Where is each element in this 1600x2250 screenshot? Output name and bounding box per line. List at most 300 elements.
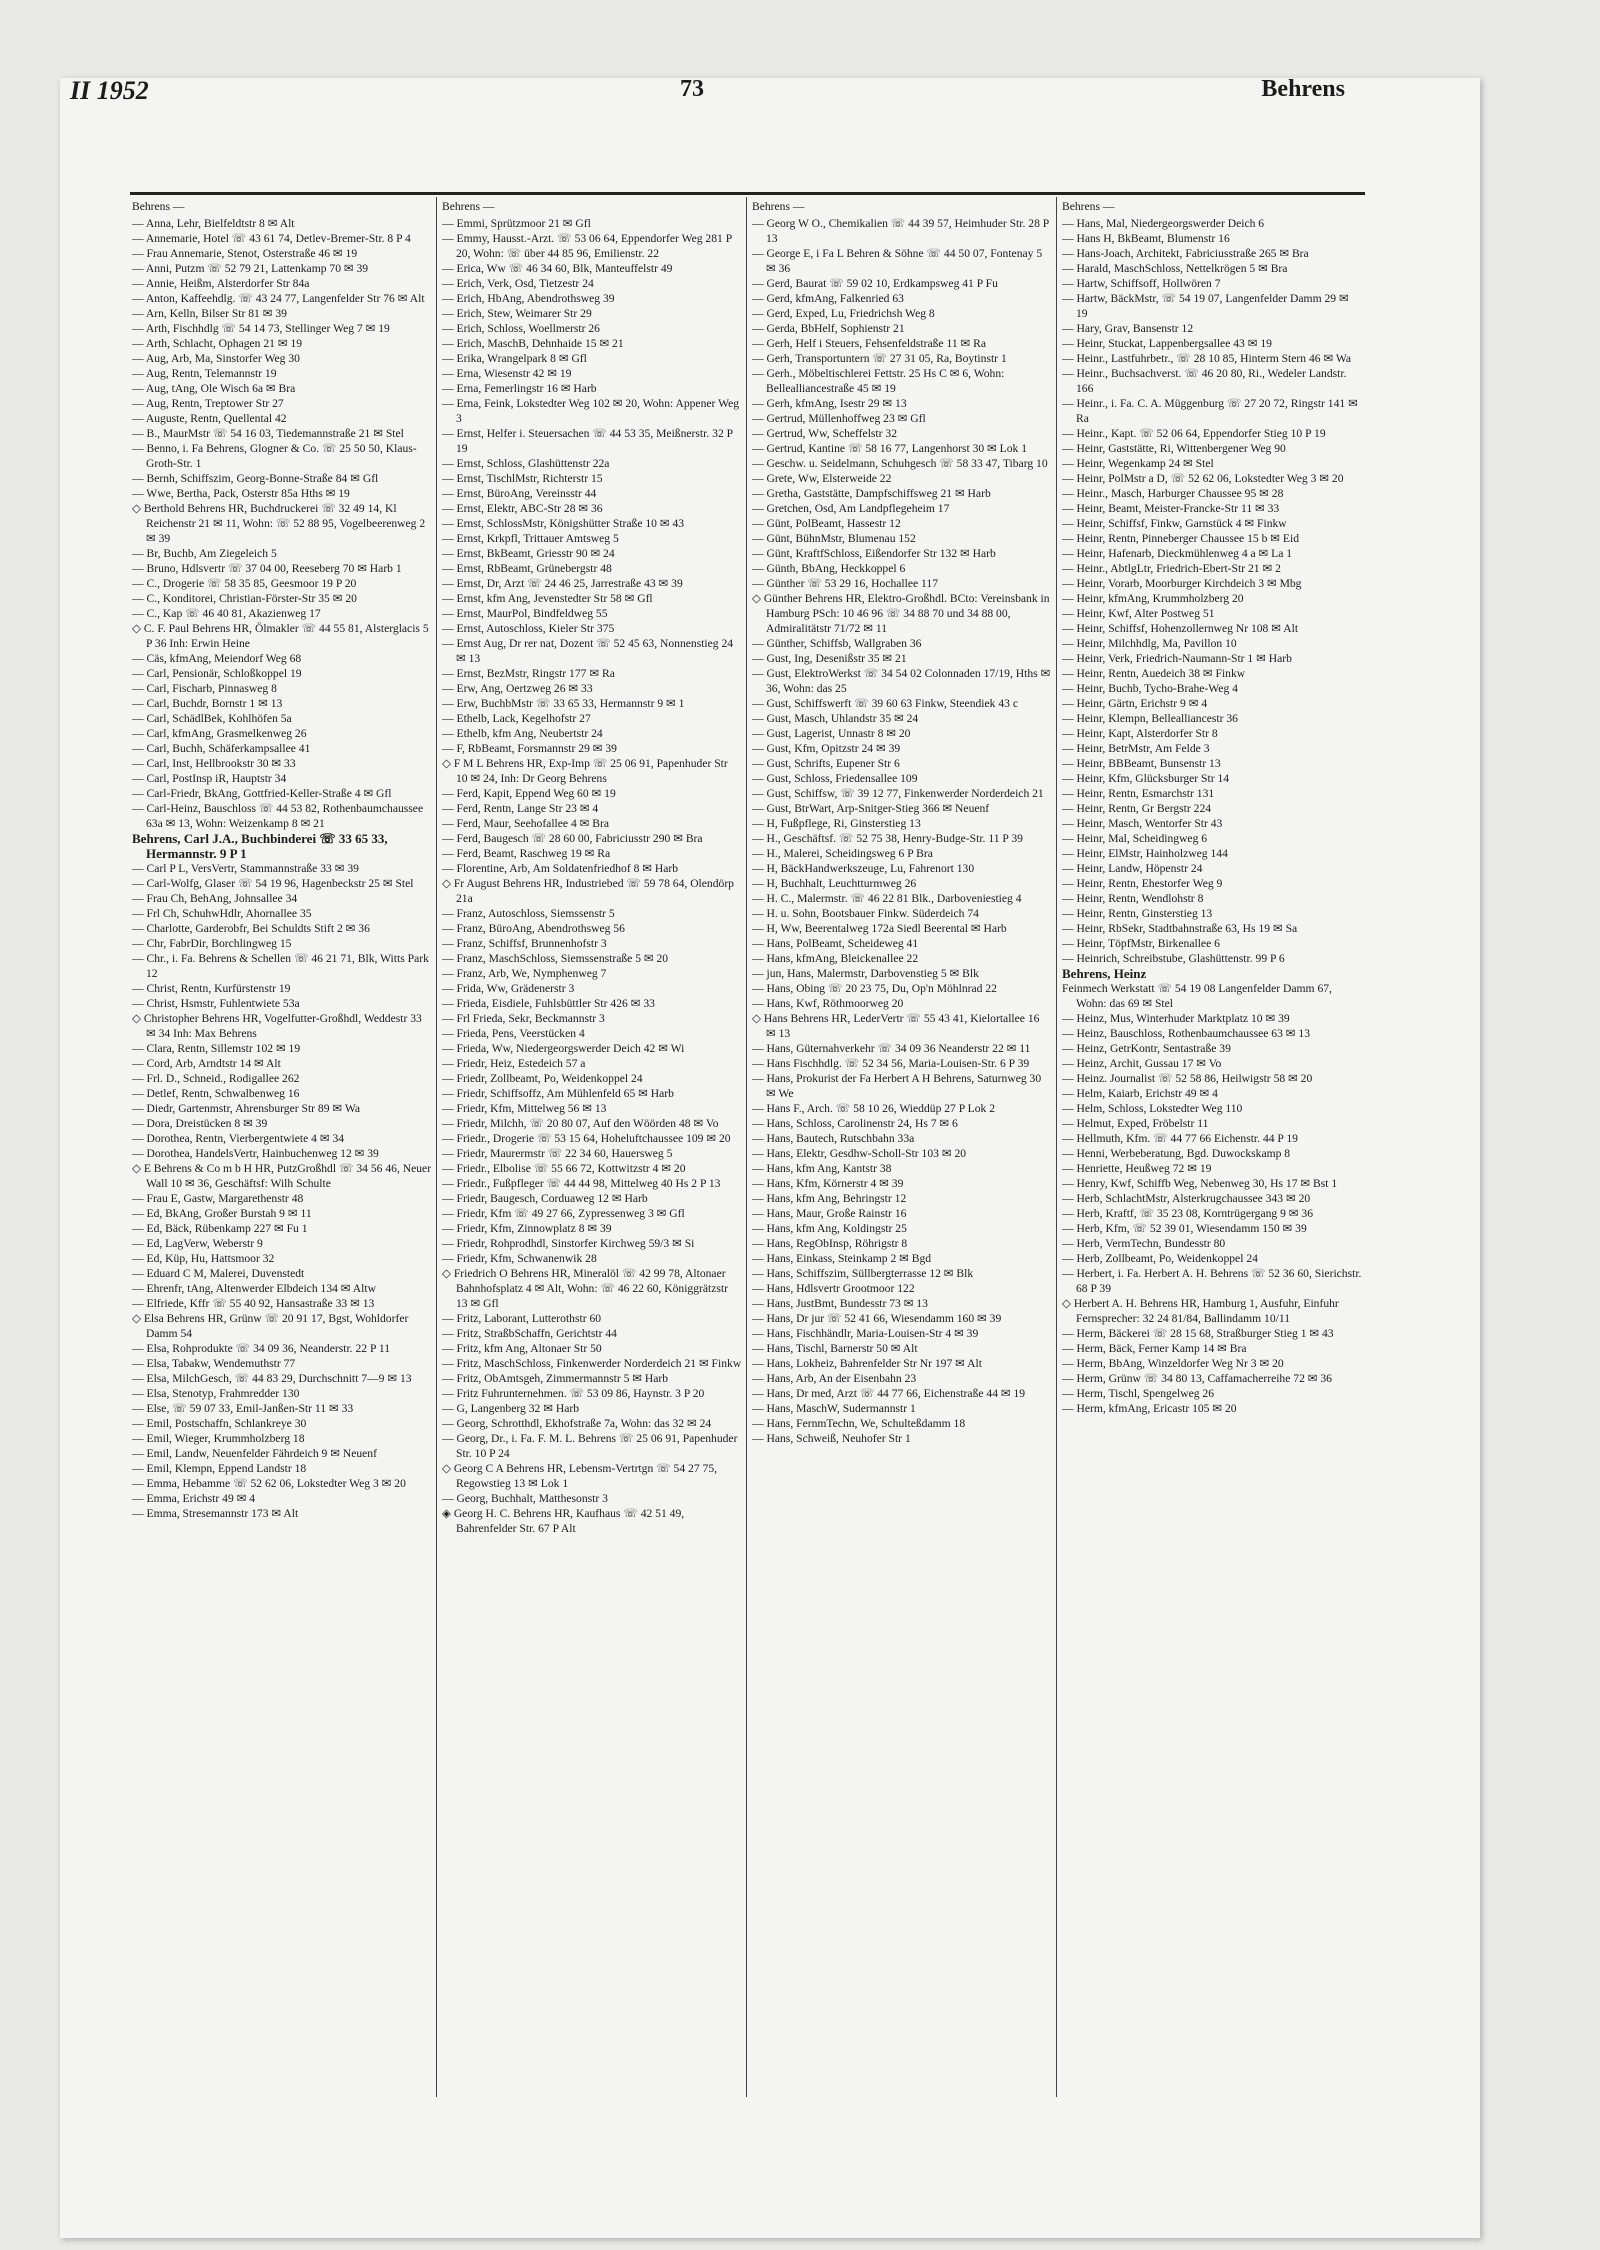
directory-entry: — Heinr, Klempn, Bellealliancestr 36	[1062, 712, 1238, 725]
directory-entry: — Hans, Bautech, Rutschbahn 33a	[752, 1132, 915, 1145]
directory-entry: — Friedr, Kfm, Zinnowplatz 8 ✉ 39	[442, 1222, 612, 1235]
directory-entry: — Günther, Schiffsb, Wallgraben 36	[752, 637, 922, 650]
directory-entry: — Heinr., AbtlgLtr, Friedrich-Ebert-Str 21 ✉ 2	[1062, 562, 1281, 575]
directory-entry: — Carl, kfmAng, Grasmelkenweg 26	[132, 727, 307, 740]
directory-entry: — Frau Ch, BehAng, Johnsallee 34	[132, 892, 298, 905]
directory-entry: — Hans, Tischl, Barnerstr 50 ✉ Alt	[752, 1342, 918, 1355]
directory-entry: — Frida, Ww, Grädenerstr 3	[442, 982, 575, 995]
directory-entry: — Anton, Kaffeehdlg. ☏ 43 24 77, Langenfelder Str 76 ✉ Alt	[132, 292, 425, 305]
directory-entry: — Carl, SchädlBek, Kohlhöfen 5a	[132, 712, 292, 725]
directory-entry: — Ernst Aug, Dr rer nat, Dozent ☏ 52 45 63, Nonnenstieg 24 ✉ 13	[442, 637, 734, 665]
directory-entry: — Aug, Rentn, Telemannstr 19	[132, 367, 277, 380]
directory-entry: — Dora, Dreistücken 8 ✉ 39	[132, 1117, 268, 1130]
directory-entry: — Herb, VermTechn, Bundesstr 80	[1062, 1237, 1226, 1250]
directory-entry: — Helmut, Exped, Fröbelstr 11	[1062, 1117, 1209, 1130]
directory-entry: — Hellmuth, Kfm. ☏ 44 77 66 Eichenstr. 44 P 19	[1062, 1132, 1298, 1145]
directory-entry: — Heinz. Journalist ☏ 52 58 86, Heilwigstr 58 ✉ 20	[1062, 1072, 1313, 1085]
directory-entry: — Gust, BtrWart, Arp-Snitger-Stieg 366 ✉ Neuenf	[752, 802, 990, 815]
directory-entry: — Friedr, Kfm ☏ 49 27 66, Zypressenweg 3 ✉ Gfl	[442, 1207, 685, 1220]
directory-entry: — Heinr, Kapt, Alsterdorfer Str 8	[1062, 727, 1218, 740]
directory-entry: — Herb, Kraftf, ☏ 35 23 08, Korntrügergang 9 ✉ 36	[1062, 1207, 1313, 1220]
directory-entry: — Herbert, i. Fa. Herbert A. H. Behrens ☏ 52 36 60, Sierichstr. 68 P 39	[1062, 1267, 1362, 1295]
header-rule	[130, 192, 1365, 195]
directory-entry: — Hans, Hdlsvertr Grootmoor 122	[752, 1282, 915, 1295]
directory-entry: — Emil, Landw, Neuenfelder Fährdeich 9 ✉ Neuenf	[132, 1447, 377, 1460]
directory-entry: — Frau E, Gastw, Margarethenstr 48	[132, 1192, 304, 1205]
directory-entry: — Heinr, ElMstr, Hainholzweg 144	[1062, 847, 1228, 860]
directory-entry: — Chr., i. Fa. Behrens & Schellen ☏ 46 21 71, Blk, Witts Park 12	[132, 952, 429, 980]
directory-entry: — Gretchen, Osd, Am Landpflegeheim 17	[752, 502, 950, 515]
directory-entry: — Ethelb, Lack, Kegelhofstr 27	[442, 712, 591, 725]
directory-entry: — Gerd, kfmAng, Falkenried 63	[752, 292, 904, 305]
directory-entry: — Friedr., Fußpfleger ☏ 44 44 98, Mittelweg 40 Hs 2 P 13	[442, 1177, 721, 1190]
directory-entry: — H, Buchhalt, Leuchtturmweg 26	[752, 877, 917, 890]
directory-entry: — Franz, BüroAng, Abendrothsweg 56	[442, 922, 625, 935]
directory-entry: — Heinr., i. Fa. C. A. Müggenburg ☏ 27 20 72, Ringstr 141 ✉ Ra	[1062, 397, 1358, 425]
directory-entry: — Erich, Schloss, Woellmerstr 26	[442, 322, 600, 335]
directory-entry: Behrens, Carl J.A., Buchbinderei ☏ 33 65 33, Hermannstr. 9 P 1	[132, 831, 388, 861]
directory-entry: — Chr, FabrDir, Borchlingweg 15	[132, 937, 292, 950]
directory-entry: — Cäs, kfmAng, Meiendorf Weg 68	[132, 652, 302, 665]
directory-entry: — Arn, Kelln, Bilser Str 81 ✉ 39	[132, 307, 287, 320]
directory-entry: — Helm, Kaiarb, Erichstr 49 ✉ 4	[1062, 1087, 1218, 1100]
directory-entry: — Heinrich, Schreibstube, Glashüttenstr. 99 P 6	[1062, 952, 1285, 965]
directory-entry: — B., MaurMstr ☏ 54 16 03, Tiedemannstraße 21 ✉ Stel	[132, 427, 404, 440]
directory-entry: — Erw, Ang, Oertzweg 26 ✉ 33	[442, 682, 593, 695]
column-divider	[746, 197, 747, 2097]
directory-entry: — Herm, Bäck, Ferner Kamp 14 ✉ Bra	[1062, 1342, 1247, 1355]
header-volume-year: II 1952	[70, 76, 149, 105]
directory-entry: — Franz, Schiffsf, Brunnenhofstr 3	[442, 937, 607, 950]
directory-entry: — Bruno, Hdlsvertr ☏ 37 04 00, Reeseberg 70 ✉ Harb 1	[132, 562, 402, 575]
directory-entry: — Hans, Fischhändlr, Maria-Louisen-Str 4 ✉ 39	[752, 1327, 979, 1340]
directory-entry: — Emil, Klempn, Eppend Landstr 18	[132, 1462, 307, 1475]
directory-entry: — H. u. Sohn, Bootsbauer Finkw. Süderdeich 74	[752, 907, 979, 920]
directory-entry: — Heinr, Verk, Friedrich-Naumann-Str 1 ✉ Harb	[1062, 652, 1292, 665]
directory-entry: — Gertrud, Ww, Scheffelstr 32	[752, 427, 897, 440]
directory-entry: — Dorothea, Rentn, Vierbergentwiete 4 ✉ 34	[132, 1132, 345, 1145]
directory-entry: — Gertrud, Kantine ☏ 58 16 77, Langenhorst 30 ✉ Lok 1	[752, 442, 1028, 455]
directory-entry: — Friedr, Milchh, ☏ 20 80 07, Auf den Wöörden 48 ✉ Vo	[442, 1117, 719, 1130]
directory-entry: — Ernst, TischlMstr, Richterstr 15	[442, 472, 603, 485]
directory-entry: — Günther ☏ 53 29 16, Hochallee 117	[752, 577, 939, 590]
directory-entry: — Carl, Inst, Hellbrookstr 30 ✉ 33	[132, 757, 296, 770]
directory-entry: — Ferd, Maur, Seehofallee 4 ✉ Bra	[442, 817, 610, 830]
directory-entry: — Emma, Hebamme ☏ 52 62 06, Lokstedter Weg 3 ✉ 20	[132, 1477, 406, 1490]
directory-entry: — Gertrud, Müllenhoffweg 23 ✉ Gfl	[752, 412, 926, 425]
directory-entry: — Ed, Küp, Hu, Hattsmoor 32	[132, 1252, 275, 1265]
page-number: 73	[680, 76, 704, 102]
directory-entry: — Erich, Verk, Osd, Tietzestr 24	[442, 277, 594, 290]
directory-entry: — George E, i Fa L Behren & Söhne ☏ 44 50 07, Fontenay 5 ✉ 36	[752, 247, 1043, 275]
directory-entry: — Hans, Güternahverkehr ☏ 34 09 36 Neanderstr 22 ✉ 11	[752, 1042, 1031, 1055]
directory-entry: — Günt, BühnMstr, Blumenau 152	[752, 532, 916, 545]
directory-entry: — Franz, Arb, We, Nymphenweg 7	[442, 967, 607, 980]
directory-entry: Feinmech Werkstatt ☏ 54 19 08 Langenfelder Damm 67, Wohn: das 69 ✉ Stel	[1062, 982, 1332, 1010]
directory-entry: — H. C., Malermstr. ☏ 46 22 81 Blk., Darboveniestieg 4	[752, 892, 1022, 905]
column-2	[442, 197, 742, 2097]
directory-entry: — Gust, ElektroWerkst ☏ 34 54 02 Colonnaden 17/19, Hths ✉ 36, Wohn: das 25	[752, 667, 1051, 695]
directory-entry: — Erich, HbAng, Abendrothsweg 39	[442, 292, 615, 305]
directory-entry: — Franz, Autoschloss, Siemssenstr 5	[442, 907, 615, 920]
directory-entry: — Ernst, MaurPol, Bindfeldweg 55	[442, 607, 608, 620]
directory-entry: — Gust, Schloss, Friedensallee 109	[752, 772, 918, 785]
directory-entry: — Heinr, Hafenarb, Dieckmühlenweg 4 a ✉ La 1	[1062, 547, 1293, 560]
directory-entry: — Ethelb, kfm Ang, Neubertstr 24	[442, 727, 603, 740]
directory-entry: — C., Konditorei, Christian-Förster-Str 35 ✉ 20	[132, 592, 357, 605]
directory-entry: — Günth, BbAng, Heckkoppel 6	[752, 562, 906, 575]
directory-entry: — G, Langenberg 32 ✉ Harb	[442, 1402, 579, 1415]
directory-entry: — Hans, Kwf, Röthmoorweg 20	[752, 997, 904, 1010]
directory-entry: — Georg, Schrotthdl, Ekhofstraße 7a, Wohn: das 32 ✉ 24	[442, 1417, 712, 1430]
directory-entry: — Clara, Rentn, Sillemstr 102 ✉ 19	[132, 1042, 301, 1055]
directory-entry: — Heinr, TöpfMstr, Birkenallee 6	[1062, 937, 1220, 950]
directory-entry: — Gust, Ing, Desenißstr 35 ✉ 21	[752, 652, 907, 665]
directory-entry: — Hans, Schweiß, Neuhofer Str 1	[752, 1432, 911, 1445]
directory-entry: — Emmy, Hausst.-Arzt. ☏ 53 06 64, Eppendorfer Weg 281 P 20, Wohn: ☏ über 44 85 96, Emilienstr. 22	[442, 232, 732, 260]
directory-entry: — Carl-Friedr, BkAng, Gottfried-Keller-Straße 4 ✉ Gfl	[132, 787, 392, 800]
directory-entry: — Friedr., Drogerie ☏ 53 15 64, Hoheluftchaussee 109 ✉ 20	[442, 1132, 731, 1145]
directory-entry: — Herb, Kfm, ☏ 52 39 01, Wiesendamm 150 ✉ 39	[1062, 1222, 1307, 1235]
directory-entry: — Hans, kfm Ang, Behringstr 12	[752, 1192, 907, 1205]
directory-entry: — Ernst, Autoschloss, Kieler Str 375	[442, 622, 615, 635]
directory-entry: — Georg W O., Chemikalien ☏ 44 39 57, Heimhuder Str. 28 P 13	[752, 217, 1049, 245]
directory-entry: — Frl. D., Schneid., Rodigallee 262	[132, 1072, 300, 1085]
directory-entry: — Hans, Dr jur ☏ 52 41 66, Wiesendamm 160 ✉ 39	[752, 1312, 1002, 1325]
column-1	[132, 197, 432, 2097]
directory-entry: — Fritz, StraßbSchaffn, Gerichtstr 44	[442, 1327, 617, 1340]
directory-entry: — Heinr, Rentn, Ehestorfer Weg 9	[1062, 877, 1223, 890]
directory-entry: — Carl-Wolfg, Glaser ☏ 54 19 96, Hagenbeckstr 25 ✉ Stel	[132, 877, 414, 890]
directory-entry: — Ed, LagVerw, Weberstr 9	[132, 1237, 263, 1250]
directory-entry: — Heinr, Wegenkamp 24 ✉ Stel	[1062, 457, 1214, 470]
directory-entry: — Ernst, Schloss, Glashüttenstr 22a	[442, 457, 610, 470]
directory-entry: — Carl, Buchh, Schäferkampsallee 41	[132, 742, 311, 755]
directory-entry: — Erika, Wrangelpark 8 ✉ Gfl	[442, 352, 587, 365]
directory-entry: — H, BäckHandwerkszeuge, Lu, Fahrenort 130	[752, 862, 975, 875]
directory-entry: — Ernst, Helfer i. Steuersachen ☏ 44 53 35, Meißnerstr. 32 P 19	[442, 427, 733, 455]
column-divider	[436, 197, 437, 2097]
directory-entry: — Hary, Grav, Bansenstr 12	[1062, 322, 1194, 335]
directory-entry: — Frau Annemarie, Stenot, Osterstraße 46 ✉ 19	[132, 247, 358, 260]
directory-entry: ◇ C. F. Paul Behrens HR, Ölmakler ☏ 44 55 81, Alsterglacis 5 P 36 Inh: Erwin Heine	[132, 622, 429, 650]
directory-entry: — Elsa, Tabakw, Wendemuthstr 77	[132, 1357, 296, 1370]
directory-entry: ◇ Berthold Behrens HR, Buchdruckerei ☏ 32 49 14, Kl Reichenstr 21 ✉ 11, Wohn: ☏ 52 88 95, Vogelbeerenweg 2 ✉ 39	[132, 502, 426, 545]
directory-entry: — Hans, Kfm, Körnerstr 4 ✉ 39	[752, 1177, 904, 1190]
directory-entry: — Erica, Ww ☏ 46 34 60, Blk, Manteuffelstr 49	[442, 262, 673, 275]
directory-entry: — Aug, Arb, Ma, Sinstorfer Weg 30	[132, 352, 300, 365]
directory-entry: — Heinr, Masch, Wentorfer Str 43	[1062, 817, 1223, 830]
directory-entry: — Erna, Wiesenstr 42 ✉ 19	[442, 367, 572, 380]
directory-entry: — Hans, JustBmt, Bundesstr 73 ✉ 13	[752, 1297, 928, 1310]
directory-entry: — Gerd, Exped, Lu, Friedrichsh Weg 8	[752, 307, 935, 320]
directory-entry: — Elfriede, Kffr ☏ 55 40 92, Hansastraße 33 ✉ 13	[132, 1297, 375, 1310]
directory-entry: — Ferd, Kapit, Eppend Weg 60 ✉ 19	[442, 787, 616, 800]
directory-entry: — Herm, Bäckerei ☏ 28 15 68, Straßburger Stieg 1 ✉ 43	[1062, 1327, 1334, 1340]
directory-entry: — Heinr, BetrMstr, Am Felde 3	[1062, 742, 1210, 755]
directory-entry: — Ernst, Krkpfl, Trittauer Amtsweg 5	[442, 532, 619, 545]
directory-entry: — Annie, Heißm, Alsterdorfer Str 84a	[132, 277, 310, 290]
directory-entry: — Detlef, Rentn, Schwalbenweg 16	[132, 1087, 300, 1100]
directory-entry: — Friedr, Baugesch, Corduaweg 12 ✉ Harb	[442, 1192, 648, 1205]
directory-entry: — Gerh, Helf i Steuers, Fehsenfeldstraße 11 ✉ Ra	[752, 337, 987, 350]
directory-entry: — Hans, RegObInsp, Röhrigstr 8	[752, 1237, 908, 1250]
directory-entry: — H, Fußpflege, Ri, Ginsterstieg 13	[752, 817, 921, 830]
column-heading: Behrens —	[752, 200, 805, 213]
directory-entry: — Heinr, Schiffsf, Hohenzollernweg Nr 108 ✉ Alt	[1062, 622, 1299, 635]
directory-entry: — Fritz, Laborant, Lutterothstr 60	[442, 1312, 602, 1325]
page-header	[70, 76, 1345, 126]
directory-entry: — Ed, Bäck, Rübenkamp 227 ✉ Fu 1	[132, 1222, 308, 1235]
directory-entry: — Hans-Joach, Architekt, Fabriciusstraße 265 ✉ Bra	[1062, 247, 1309, 260]
directory-entry: — Hans, Schiffszim, Süllbergterrasse 12 ✉ Blk	[752, 1267, 974, 1280]
directory-entry: — Henni, Werbeberatung, Bgd. Duwockskamp 8	[1062, 1147, 1291, 1160]
directory-entry: — Heinr, Buchb, Tycho-Brahe-Weg 4	[1062, 682, 1238, 695]
directory-entry: — Charlotte, Garderobfr, Bei Schuldts Stift 2 ✉ 36	[132, 922, 370, 935]
column-heading: Behrens —	[132, 200, 185, 213]
directory-entry: ◇ Günther Behrens HR, Elektro-Großhdl. BCto: Vereinsbank in Hamburg PSch: 10 46 96 ☏ 34 88 70 und 34 88 00, Admiralitätstr 71/72 ✉ 11	[752, 592, 1050, 635]
directory-entry: — Heinr., Buchsachverst. ☏ 46 20 80, Ri., Wedeler Landstr. 166	[1062, 367, 1347, 395]
directory-entry: — Henriette, Heußweg 72 ✉ 19	[1062, 1162, 1212, 1175]
directory-entry: — Hans, Obing ☏ 20 23 75, Du, Op'n Möhlnrad 22	[752, 982, 997, 995]
directory-entry: — C., Drogerie ☏ 58 35 85, Geesmoor 19 P 20	[132, 577, 357, 590]
directory-entry: — Gerd, Baurat ☏ 59 02 10, Erdkampsweg 41 P Fu	[752, 277, 998, 290]
directory-entry: — Heinr., Kapt. ☏ 52 06 64, Eppendorfer Stieg 10 P 19	[1062, 427, 1326, 440]
directory-entry: — Fritz Fuhrunternehmen. ☏ 53 09 86, Haynstr. 3 P 20	[442, 1387, 705, 1400]
directory-entry: — Ernst, SchlossMstr, Königshütter Straße 10 ✉ 43	[442, 517, 685, 530]
directory-entry: — Grete, Ww, Elsterweide 22	[752, 472, 892, 485]
directory-entry: — Hans F., Arch. ☏ 58 10 26, Wieddüp 27 P Lok 2	[752, 1102, 996, 1115]
directory-entry: ◇ Elsa Behrens HR, Grünw ☏ 20 91 17, Bgst, Wohldorfer Damm 54	[132, 1312, 409, 1340]
directory-entry: — Frl Ch, SchuhwHdlr, Ahornallee 35	[132, 907, 312, 920]
directory-entry: — Hans, Elektr, Gesdhw-Scholl-Str 103 ✉ 20	[752, 1147, 967, 1160]
directory-entry: — Heinz, Archit, Gussau 17 ✉ Vo	[1062, 1057, 1222, 1070]
directory-entry: — Emmi, Sprützmoor 21 ✉ Gfl	[442, 217, 591, 230]
directory-entry: — Elsa, Rohprodukte ☏ 34 09 36, Neanderstr. 22 P 11	[132, 1342, 391, 1355]
column-heading: Behrens —	[442, 200, 495, 213]
directory-entry: — Gerh, kfmAng, Isestr 29 ✉ 13	[752, 397, 907, 410]
directory-entry: — Anna, Lehr, Bielfeldtstr 8 ✉ Alt	[132, 217, 295, 230]
directory-entry: — Erna, Femerlingstr 16 ✉ Harb	[442, 382, 597, 395]
directory-entry: — Friedr, Kfm, Schwanenwik 28	[442, 1252, 597, 1265]
directory-entry: — Helm, Schloss, Lokstedter Weg 110	[1062, 1102, 1243, 1115]
directory-entry: ◇ Fr August Behrens HR, Industriebed ☏ 59 78 64, Olendörp 21a	[442, 877, 734, 905]
directory-entry: — Cord, Arb, Arndtstr 14 ✉ Alt	[132, 1057, 281, 1070]
directory-entry: — Heinr, RbSekr, Stadtbahnstraße 63, Hs 19 ✉ Sa	[1062, 922, 1298, 935]
directory-entry: — Erich, Stew, Weimarer Str 29	[442, 307, 592, 320]
directory-entry: — F, RbBeamt, Forsmannstr 29 ✉ 39	[442, 742, 617, 755]
directory-entry: — Ernst, BkBeamt, Griesstr 90 ✉ 24	[442, 547, 615, 560]
directory-entry: — Frieda, Pens, Veerstücken 4	[442, 1027, 585, 1040]
directory-entry: — Ferd, Rentn, Lange Str 23 ✉ 4	[442, 802, 599, 815]
directory-entry: — Günt, PolBeamt, Hassestr 12	[752, 517, 901, 530]
directory-entry: — H., Malerei, Scheidingsweg 6 P Bra	[752, 847, 933, 860]
directory-entry: — Auguste, Rentn, Quellental 42	[132, 412, 287, 425]
directory-entry: — Herb, Zollbeamt, Po, Weidenkoppel 24	[1062, 1252, 1258, 1265]
directory-entry: — Heinr, BBBeamt, Bunsenstr 13	[1062, 757, 1221, 770]
directory-entry: — Georg, Dr., i. Fa. F. M. L. Behrens ☏ 25 06 91, Papenhuder Str. 10 P 24	[442, 1432, 738, 1460]
directory-entry: — Franz, MaschSchloss, Siemssenstraße 5 ✉ 20	[442, 952, 669, 965]
directory-entry: — Heinr, Rentn, Esmarchstr 131	[1062, 787, 1215, 800]
directory-entry: — Bernh, Schiffszim, Georg-Bonne-Straße 84 ✉ Gfl	[132, 472, 379, 485]
directory-entry: ◇ F M L Behrens HR, Exp-Imp ☏ 25 06 91, Papenhuder Str 10 ✉ 24, Inh: Dr Georg Behrens	[442, 757, 728, 785]
directory-entry: — Annemarie, Hotel ☏ 43 61 74, Detlev-Bremer-Str. 8 P 4	[132, 232, 411, 245]
directory-entry: — Ernst, BüroAng, Vereinsstr 44	[442, 487, 597, 500]
directory-entry: — Ehrenfr, tAng, Altenwerder Elbdeich 134 ✉ Altw	[132, 1282, 376, 1295]
directory-entry: — Ferd, Beamt, Raschweg 19 ✉ Ra	[442, 847, 611, 860]
directory-entry: — Elsa, Stenotyp, Frahmredder 130	[132, 1387, 300, 1400]
directory-entry: — Hans, Lokheiz, Bahrenfelder Str Nr 197 ✉ Alt	[752, 1357, 982, 1370]
directory-entry: — Harald, MaschSchloss, Nettelkrögen 5 ✉ Bra	[1062, 262, 1288, 275]
directory-entry: — Friedr, Zollbeamt, Po, Weidenkoppel 24	[442, 1072, 643, 1085]
directory-entry: — Erw, BuchbMstr ☏ 33 65 33, Hermannstr 9 ✉ 1	[442, 697, 685, 710]
directory-entry: — Friedr, Rohprodhdl, Sinstorfer Kirchweg 59/3 ✉ Si	[442, 1237, 695, 1250]
directory-entry: — Anni, Putzm ☏ 52 79 21, Lattenkamp 70 ✉ 39	[132, 262, 369, 275]
directory-entry: — Heinr, Landw, Höpenstr 24	[1062, 862, 1203, 875]
directory-entry: — Friedr, Heiz, Estedeich 57 a	[442, 1057, 586, 1070]
directory-entry: — Ernst, Elektr, ABC-Str 28 ✉ 36	[442, 502, 603, 515]
directory-entry: — Heinr, Rentn, Auedeich 38 ✉ Finkw	[1062, 667, 1246, 680]
column-4	[1062, 197, 1362, 2097]
directory-entry: — Gust, Kfm, Opitzstr 24 ✉ 39	[752, 742, 901, 755]
directory-entry: Behrens, Heinz	[1062, 966, 1147, 981]
directory-entry: — Gust, Schrifts, Eupener Str 6	[752, 757, 900, 770]
directory-entry: — Heinr, Mal, Scheidingweg 6	[1062, 832, 1208, 845]
directory-entry: — Arth, Fischhdlg ☏ 54 14 73, Stellinger Weg 7 ✉ 19	[132, 322, 390, 335]
directory-entry: — Aug, tAng, Ole Wisch 6a ✉ Bra	[132, 382, 296, 395]
directory-entry: — Ferd, Baugesch ☏ 28 60 00, Fabriciusstr 290 ✉ Bra	[442, 832, 703, 845]
directory-entry: — Hans, Mal, Niedergeorgswerder Deich 6	[1062, 217, 1265, 230]
directory-entry: — Gust, Schiffsw, ☏ 39 12 77, Finkenwerder Norderdeich 21	[752, 787, 1044, 800]
directory-entry: — Ernst, RbBeamt, Grünebergstr 48	[442, 562, 612, 575]
directory-entry: — Herm, Grünw ☏ 34 80 13, Caffamacherreihe 72 ✉ 36	[1062, 1372, 1332, 1385]
directory-entry: — Heinr, kfmAng, Krummholzberg 20	[1062, 592, 1244, 605]
directory-entry: — Frieda, Ww, Niedergeorgswerder Deich 42 ✉ Wi	[442, 1042, 685, 1055]
directory-entry: — Carl, Fischarb, Pinnasweg 8	[132, 682, 277, 695]
directory-entry: — Hans, kfm Ang, Koldingstr 25	[752, 1222, 907, 1235]
directory-entry: — Erich, MaschB, Dehnhaide 15 ✉ 21	[442, 337, 624, 350]
directory-entry: — Br, Buchb, Am Ziegeleich 5	[132, 547, 277, 560]
directory-entry: — Hans, PolBeamt, Scheideweg 41	[752, 937, 919, 950]
directory-entry: — Diedr, Gartenmstr, Ahrensburger Str 89 ✉ Wa	[132, 1102, 360, 1115]
directory-entry: — Hartw, BäckMstr, ☏ 54 19 07, Langenfelder Damm 29 ✉ 19	[1062, 292, 1349, 320]
directory-entry: — Arth, Schlacht, Ophagen 21 ✉ 19	[132, 337, 303, 350]
directory-entry: — Erna, Feink, Lokstedter Weg 102 ✉ 20, Wohn: Appener Weg 3	[442, 397, 740, 425]
directory-entry: — Aug, Rentn, Treptower Str 27	[132, 397, 284, 410]
directory-entry: — Else, ☏ 59 07 33, Emil-Janßen-Str 11 ✉ 33	[132, 1402, 354, 1415]
directory-entry: — Günt, KraftfSchloss, Eißendorfer Str 132 ✉ Harb	[752, 547, 996, 560]
column-3	[752, 197, 1052, 2097]
directory-entry: — Heinr, Kfm, Glücksburger Str 14	[1062, 772, 1230, 785]
directory-entry: — Fritz, kfm Ang, Altonaer Str 50	[442, 1342, 602, 1355]
directory-entry: — Fritz, MaschSchloss, Finkenwerder Norderdeich 21 ✉ Finkw	[442, 1357, 742, 1370]
directory-entry: — jun, Hans, Malermstr, Darbovenstieg 5 ✉ Blk	[752, 967, 979, 980]
header-surname: Behrens	[1261, 76, 1345, 102]
directory-entry: — Ed, BkAng, Großer Burstah 9 ✉ 11	[132, 1207, 312, 1220]
directory-entry: — C., Kap ☏ 46 40 81, Akazienweg 17	[132, 607, 321, 620]
directory-entry: — Carl, Buchdr, Bornstr 1 ✉ 13	[132, 697, 283, 710]
directory-entry: — Fritz, ObAmtsgeh, Zimmermannstr 5 ✉ Harb	[442, 1372, 669, 1385]
directory-entry: — Emma, Stresemannstr 173 ✉ Alt	[132, 1507, 299, 1520]
directory-entry: — Florentine, Arb, Am Soldatenfriedhof 8 ✉ Harb	[442, 862, 679, 875]
directory-entry: — Ernst, kfm Ang, Jevenstedter Str 58 ✉ Gfl	[442, 592, 653, 605]
directory-entry: — Hans, Einkass, Steinkamp 2 ✉ Bgd	[752, 1252, 932, 1265]
directory-entry: — Hans, FernmTechn, We, Schulteßdamm 18	[752, 1417, 966, 1430]
directory-entry: — Hartw, Schiffsoff, Hollwören 7	[1062, 277, 1221, 290]
directory-entry: — Heinr, Gaststätte, Ri, Wittenbergener Weg 90	[1062, 442, 1286, 455]
directory-entry: — Heinr, Vorarb, Moorburger Kirchdeich 3 ✉ Mbg	[1062, 577, 1302, 590]
directory-entry: — Heinr, Stuckat, Lappenbergsallee 43 ✉ 19	[1062, 337, 1272, 350]
directory-entry: — Gerh, Transportuntern ☏ 27 31 05, Ra, Boytinstr 1	[752, 352, 1007, 365]
directory-entry: — Heinr, Rentn, Pinneberger Chaussee 15 b ✉ Eid	[1062, 532, 1300, 545]
directory-entry: — Heinz, Mus, Winterhuder Marktplatz 10 ✉ 39	[1062, 1012, 1290, 1025]
directory-entry: — Hans H, BkBeamt, Blumenstr 16	[1062, 232, 1230, 245]
directory-entry: — Christ, Hsmstr, Fuhlentwiete 53a	[132, 997, 300, 1010]
directory-entry: — Hans, Maur, Große Rainstr 16	[752, 1207, 907, 1220]
directory-entry: — Hans Fischhdlg. ☏ 52 34 56, Maria-Louisen-Str. 6 P 39	[752, 1057, 1030, 1070]
directory-entry: — Frl Frieda, Sekr, Beckmannstr 3	[442, 1012, 605, 1025]
directory-entry: — Christ, Rentn, Kurfürstenstr 19	[132, 982, 291, 995]
directory-entry: — Ernst, Dr, Arzt ☏ 24 46 25, Jarrestraße 43 ✉ 39	[442, 577, 683, 590]
column-heading: Behrens —	[1062, 200, 1115, 213]
directory-entry: — Carl-Heinz, Bauschloss ☏ 44 53 82, Rothenbaumchaussee 63a ✉ 13, Wohn: Weizenkamp 8 ✉ 21	[132, 802, 424, 830]
directory-entry: — Heinr, Milchhdlg, Ma, Pavillon 10	[1062, 637, 1237, 650]
directory-entry: — Carl, PostInsp iR, Hauptstr 34	[132, 772, 287, 785]
directory-entry: — Emma, Erichstr 49 ✉ 4	[132, 1492, 256, 1505]
directory-entry: — Heinz, Bauschloss, Rothenbaumchaussee 63 ✉ 13	[1062, 1027, 1310, 1040]
directory-entry: — Heinz, GetrKontr, Sentastraße 39	[1062, 1042, 1231, 1055]
directory-entry: — Herm, Tischl, Spengelweg 26	[1062, 1387, 1215, 1400]
directory-entry: ◇ Christopher Behrens HR, Vogelfutter-Großhdl, Weddestr 33 ✉ 34 Inh: Max Behrens	[132, 1012, 422, 1040]
directory-entry: — Herm, BbAng, Winzeldorfer Weg Nr 3 ✉ 20	[1062, 1357, 1284, 1370]
directory-entry: — Gretha, Gaststätte, Dampfschiffsweg 21 ✉ Harb	[752, 487, 991, 500]
directory-entry: ◇ Hans Behrens HR, LederVertr ☏ 55 43 41, Kielortallee 16 ✉ 13	[752, 1012, 1040, 1040]
directory-entry: ◇ Herbert A. H. Behrens HR, Hamburg 1, Ausfuhr, Einfuhr Fernsprecher: 32 24 81/84, Ballindamm 10/11	[1062, 1297, 1339, 1325]
directory-entry: ◇ E Behrens & Co m b H HR, PutzGroßhdl ☏ 34 56 46, Neuer Wall 10 ✉ 36, Geschäftsf: Wilh Schulte	[132, 1162, 432, 1190]
directory-entry: — Heinr., Lastfuhrbetr., ☏ 28 10 85, Hinterm Stern 46 ✉ Wa	[1062, 352, 1352, 365]
directory-entry: — Heinr., Masch, Harburger Chaussee 95 ✉ 28	[1062, 487, 1284, 500]
directory-entry: — Friedr, Schiffsoffz, Am Mühlenfeld 65 ✉ Harb	[442, 1087, 674, 1100]
directory-entry: — Gust, Lagerist, Unnastr 8 ✉ 20	[752, 727, 911, 740]
directory-entry: — H., Geschäftsf. ☏ 52 75 38, Henry-Budge-Str. 11 P 39	[752, 832, 1023, 845]
directory-entry: ◇ Georg C A Behrens HR, Lebensm-Vertrtgn ☏ 54 27 75, Regowstieg 13 ✉ Lok 1	[442, 1462, 718, 1490]
directory-entry: — Heinr, Rentn, Wendlohstr 8	[1062, 892, 1204, 905]
directory-entry: — H, Ww, Beerentalweg 172a Siedl Beerental ✉ Harb	[752, 922, 1007, 935]
directory-entry: — Geschw. u. Seidelmann, Schuhgesch ☏ 58 33 47, Tibarg 10	[752, 457, 1048, 470]
directory-entry: — Heinr, PolMstr a D, ☏ 52 62 06, Lokstedter Weg 3 ✉ 20	[1062, 472, 1344, 485]
directory-columns	[132, 197, 1365, 2097]
directory-entry: — Gust, Schiffswerft ☏ 39 60 63 Finkw, Steendiek 43 c	[752, 697, 1018, 710]
directory-entry: — Herb, SchlachtMstr, Alsterkrugchaussee 343 ✉ 20	[1062, 1192, 1311, 1205]
directory-entry: — Heinr, Rentn, Ginsterstieg 13	[1062, 907, 1213, 920]
directory-entry: — Hans, Arb, An der Eisenbahn 23	[752, 1372, 917, 1385]
directory-entry: — Hans, Dr med, Arzt ☏ 44 77 66, Eichenstraße 44 ✉ 19	[752, 1387, 1026, 1400]
directory-entry: — Friedr, Maurermstr ☏ 22 34 60, Hauersweg 5	[442, 1147, 673, 1160]
directory-entry: — Friedr, Kfm, Mittelweg 56 ✉ 13	[442, 1102, 607, 1115]
directory-entry: — Heinr, Rentn, Gr Bergstr 224	[1062, 802, 1212, 815]
directory-entry: — Herm, kfmAng, Ericastr 105 ✉ 20	[1062, 1402, 1237, 1415]
directory-entry: — Hans, kfm Ang, Kantstr 38	[752, 1162, 892, 1175]
directory-entry: — Emil, Postschaffn, Schlankreye 30	[132, 1417, 307, 1430]
directory-entry: — Eduard C M, Malerei, Duvenstedt	[132, 1267, 305, 1280]
directory-entry: — Wwe, Bertha, Pack, Osterstr 85a Hths ✉ 19	[132, 487, 350, 500]
directory-entry: ◈ Georg H. C. Behrens HR, Kaufhaus ☏ 42 51 49, Bahrenfelder Str. 67 P Alt	[442, 1507, 685, 1535]
directory-entry: — Benno, i. Fa Behrens, Glogner & Co. ☏ 25 50 50, Klaus-Groth-Str. 1	[132, 442, 417, 470]
directory-entry: — Elsa, MilchGesch, ☏ 44 83 29, Durchschnitt 7—9 ✉ 13	[132, 1372, 412, 1385]
directory-entry: ◇ Friedrich O Behrens HR, Mineralöl ☏ 42 99 78, Altonaer Bahnhofsplatz 4 ✉ Alt, Wohn: ☏ 46 22 60, Königgrätzstr 13 ✉ Gfl	[442, 1267, 728, 1310]
directory-entry: — Heinr, Gärtn, Erichstr 9 ✉ 4	[1062, 697, 1208, 710]
directory-entry: — Hans, kfmAng, Bleickenallee 22	[752, 952, 919, 965]
